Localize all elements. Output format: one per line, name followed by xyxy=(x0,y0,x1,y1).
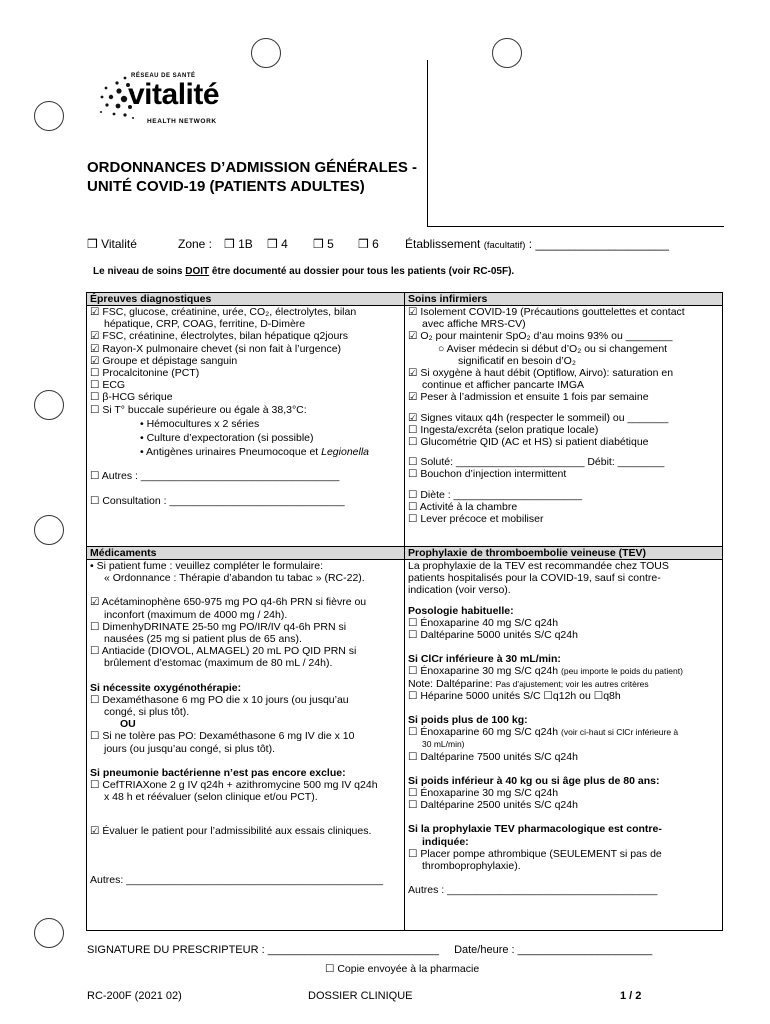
tev-subheading: Si la prophylaxie TEV pharmacologique est contre- xyxy=(408,823,662,836)
punch-hole xyxy=(34,390,64,420)
zone-label: Zone : xyxy=(178,237,213,251)
punch-hole xyxy=(251,38,281,68)
tev-note-text: Pas d’ajustement; voir les autres critères xyxy=(495,678,649,689)
zone-row xyxy=(87,237,687,253)
medic-item[interactable]: ☐ Dexaméthasone 6 mg PO die x 10 jours (ou jusqu’au xyxy=(90,693,349,706)
medic-item-cont: x 48 h et réévaluer (selon clinique et/ou PCT). xyxy=(104,791,318,804)
tev-note xyxy=(408,678,719,690)
medic-item[interactable]: ☑ Acétaminophène 650-975 mg PO q4-6h PRN si fièvre ou xyxy=(90,596,367,609)
notice-doit: DOIT xyxy=(185,266,210,277)
consultation-field[interactable]: ☐ Consultation : ______________________________ xyxy=(90,494,345,507)
checkbox-vitalite[interactable]: ❒ Vitalité xyxy=(87,237,137,251)
medic-item-cont: brûlement d’estomac (maximum de 80 mL / 24h). xyxy=(104,657,333,670)
medic-item[interactable]: ☐ Antiacide (DIOVOL, ALMAGEL) 20 mL PO QID PRN si xyxy=(90,645,357,658)
epreuve-subitem: • Hémocultures x 2 séries xyxy=(140,417,260,430)
tev-text: patients hospitalisés pour la COVID-19, sauf si contre- xyxy=(408,572,661,585)
soin-item[interactable]: ☑ O₂ pour maintenir SpO₂ d’au moins 93% ou ________ xyxy=(408,330,673,343)
checkbox-zone-1b[interactable]: ❒ 1B xyxy=(224,237,253,251)
soin-item[interactable]: ☐ Activité à la chambre xyxy=(408,500,518,513)
diete-field[interactable]: ☐ Diète : ______________________ xyxy=(408,488,583,501)
etab-optional: (facultatif) xyxy=(483,240,526,251)
tev-item[interactable]: ☐ Énoxaparine 30 mg S/C q24h xyxy=(408,787,559,800)
legionella-text: Legionella xyxy=(321,446,370,459)
tev-subheading: Si poids inférieur à 40 kg ou si âge plus de 80 ans: xyxy=(408,774,660,787)
date-field[interactable]: Date/heure : ______________________ xyxy=(454,944,653,956)
medic-item[interactable]: ☐ CefTRIAXone 2 g IV q24h + azithromycine 500 mg IV q24h xyxy=(90,779,378,792)
tev-item-cont: 30 mL/min) xyxy=(422,739,465,750)
punch-hole xyxy=(34,101,64,131)
soins-header: Soins infirmiers xyxy=(405,293,723,306)
epreuves-section xyxy=(87,306,405,547)
tev-subheading-cont: indiquée: xyxy=(422,835,469,848)
soin-item[interactable]: ☐ Lever précoce et mobiliser xyxy=(408,513,544,526)
soin-item-cont: continue et afficher pancarte IMGA xyxy=(422,379,585,392)
epreuve-item[interactable]: ☐ β-HCG sérique xyxy=(90,391,173,404)
care-level-notice xyxy=(93,266,514,277)
signature-row xyxy=(87,944,652,956)
medicaments-header: Médicaments xyxy=(87,547,405,560)
soin-item[interactable]: ☐ Ingesta/excréta (selon pratique locale) xyxy=(408,423,599,436)
dossier-label: DOSSIER CLINIQUE xyxy=(308,990,413,1002)
tev-item[interactable] xyxy=(408,726,719,738)
soin-item[interactable]: ☐ Glucométrie QID (AC et HS) si patient diabétique xyxy=(408,436,649,449)
pharmacy-copy-checkbox[interactable]: ☐ Copie envoyée à la pharmacie xyxy=(325,963,480,975)
epreuves-header: Épreuves diagnostiques xyxy=(87,293,405,306)
epreuve-item[interactable]: ☐ Procalcitonine (PCT) xyxy=(90,367,200,380)
epreuve-item[interactable]: ☑ FSC, glucose, créatinine, urée, CO₂, électrolytes, bilan xyxy=(90,306,357,318)
title-line-1: ORDONNANCES D’ADMISSION GÉNÉRALES - xyxy=(87,159,418,176)
solute-field[interactable]: ☐ Soluté: ______________________ Débit: ________ xyxy=(408,456,665,469)
tev-subheading: Posologie habituelle: xyxy=(408,604,514,617)
tev-item[interactable]: ☐ Daltéparine 7500 unités S/C q24h xyxy=(408,750,578,763)
epreuve-subitem: • Culture d’expectoration (si possible) xyxy=(140,432,314,445)
soin-item-cont: avec affiche MRS-CV) xyxy=(422,318,526,331)
tev-item[interactable]: ☐ Daltéparine 2500 unités S/C q24h xyxy=(408,799,578,812)
soin-subitem: ○ Aviser médecin si début d’O₂ ou si changement xyxy=(438,342,668,355)
tev-note-label: Note: Daltéparine: xyxy=(408,677,496,690)
tev-item-cont: thromboprophylaxie). xyxy=(422,860,521,873)
tev-item[interactable]: ☐ Daltéparine 5000 unités S/C q24h xyxy=(408,629,578,642)
soin-item[interactable]: ☑ Isolement COVID-19 (Précautions gouttelettes et contact xyxy=(408,306,685,318)
tev-item[interactable]: ☐ Héparine 5000 unités S/C ☐q12h ou ☐q8h xyxy=(408,689,621,702)
tev-text: indication (voir verso). xyxy=(408,584,511,597)
epreuve-item-cont: hépatique, CRP, COAG, ferritine, D-Dimère xyxy=(104,318,306,331)
tev-autres-field[interactable]: Autres : ____________________________________ xyxy=(408,884,658,897)
logo-reseau-text: RÉSEAU DE SANTÉ xyxy=(131,73,196,79)
epreuve-item[interactable]: ☐ Si T° buccale supérieure ou égale à 38,3°C: xyxy=(90,403,307,416)
logo-network-text: HEALTH NETWORK xyxy=(147,118,217,125)
tev-item-note: (peu importe le poids du patient) xyxy=(561,666,683,677)
punch-hole xyxy=(34,515,64,545)
label-box-horizontal-rule xyxy=(427,226,724,227)
epreuve-item[interactable]: ☑ FSC, créatinine, électrolytes, bilan hépatique q2jours xyxy=(90,330,349,343)
etab-colon: : xyxy=(528,237,533,251)
medic-or: OU xyxy=(120,718,136,731)
checkbox-zone-4[interactable]: ❒ 4 xyxy=(267,237,288,251)
medic-item[interactable]: ☐ DimenhyDRINATE 25-50 mg PO/IR/IV q4-6h PRN si xyxy=(90,620,347,633)
etab-text: Établissement xyxy=(405,237,481,251)
medic-autres-field[interactable]: Autres: ____________________________________________ xyxy=(90,873,384,886)
etab-field[interactable]: ____________________ xyxy=(535,237,669,251)
orders-table xyxy=(86,292,723,931)
tev-section xyxy=(405,560,723,931)
soin-item[interactable]: ☑ Si oxygène à haut débit (Optiflow, Airvo): saturation en xyxy=(408,367,674,380)
autres-field[interactable]: ☐ Autres : __________________________________ xyxy=(90,470,340,483)
soin-item[interactable]: ☑ Peser à l’admission et ensuite 1 fois par semaine xyxy=(408,391,649,404)
title-line-2: UNITÉ COVID-19 (PATIENTS ADULTES) xyxy=(87,178,365,195)
soin-item[interactable]: ☑ Signes vitaux q4h (respecter le sommeil) ou _______ xyxy=(408,411,669,424)
punch-hole xyxy=(34,918,64,948)
medic-item[interactable]: ☑ Évaluer le patient pour l’admissibilité aux essais cliniques. xyxy=(90,825,372,838)
tev-item-text: ☐ Énoxaparine 60 mg S/C q24h xyxy=(408,726,562,739)
logo-name: vitalité xyxy=(128,78,220,111)
medic-subheading: Si nécessite oxygénothérapie: xyxy=(90,681,242,694)
tev-subheading: Si ClCr inférieure à 30 mL/min: xyxy=(408,653,561,666)
soin-subitem-cont: significatif en besoin d’O₂ xyxy=(458,354,576,367)
medic-item-cont: congé, si plus tôt). xyxy=(104,706,190,719)
epreuve-item[interactable]: ☑ Groupe et dépistage sanguin xyxy=(90,354,238,367)
epreuve-item[interactable]: ☐ ECG xyxy=(90,379,126,392)
tev-item[interactable] xyxy=(408,665,719,677)
epreuve-subitem xyxy=(90,446,401,458)
punch-hole xyxy=(492,38,522,68)
medic-item-cont: « Ordonnance : Thérapie d’abandon tu tabac » (RC-22). xyxy=(104,572,365,585)
antigen-text: • Antigènes urinaires Pneumocoque et xyxy=(140,446,322,459)
soins-section xyxy=(405,306,723,547)
medic-item-cont: jours (ou jusqu’au congé, si plus tôt). xyxy=(104,742,276,755)
tev-item[interactable]: ☐ Placer pompe athrombique (SEULEMENT si pas de xyxy=(408,847,662,860)
soin-item[interactable]: ☐ Bouchon d’injection intermittent xyxy=(408,468,567,481)
medic-item[interactable]: ☐ Si ne tolère pas PO: Dexaméthasone 6 mg IV die x 10 xyxy=(90,730,355,743)
medic-item-cont: inconfort (maximum de 4000 mg / 24h). xyxy=(104,608,288,621)
label-box-vertical-rule xyxy=(427,60,428,227)
form-code: RC-200F (2021 02) xyxy=(87,990,182,1002)
page-number: 1 / 2 xyxy=(620,990,642,1002)
tev-item-note: (voir ci-haut si ClCr inférieure à xyxy=(561,727,679,738)
tev-text: La prophylaxie de la TEV est recommandée chez TOUS xyxy=(408,560,669,572)
medic-item: • Si patient fume : veuillez compléter le formulaire: xyxy=(90,560,324,572)
tev-subheading: Si poids plus de 100 kg: xyxy=(408,714,528,727)
medicaments-section xyxy=(87,560,405,931)
tev-header: Prophylaxie de thromboembolie veineuse (TEV) xyxy=(405,547,723,560)
page-title xyxy=(87,158,437,196)
tev-item-text: ☐ Énoxaparine 30 mg S/C q24h xyxy=(408,665,562,678)
signature-field[interactable]: SIGNATURE DU PRESCRIPTEUR : ____________________________ xyxy=(87,944,439,956)
tev-item[interactable]: ☐ Énoxaparine 40 mg S/C q24h xyxy=(408,616,559,629)
checkbox-zone-5[interactable]: ❒ 5 xyxy=(313,237,334,251)
medic-subheading: Si pneumonie bactérienne n’est pas encore exclue: xyxy=(90,766,346,779)
etablissement-label xyxy=(405,237,669,251)
notice-post: être documenté au dossier pour tous les patients (voir RC-05F). xyxy=(209,266,515,277)
checkbox-zone-6[interactable]: ❒ 6 xyxy=(358,237,379,251)
medic-item-cont: nausées (25 mg si patient plus de 65 ans). xyxy=(104,633,302,646)
epreuve-item[interactable]: ☑ Rayon-X pulmonaire chevet (si non fait à l’urgence) xyxy=(90,342,342,355)
notice-pre: Le niveau de soins xyxy=(93,266,186,277)
